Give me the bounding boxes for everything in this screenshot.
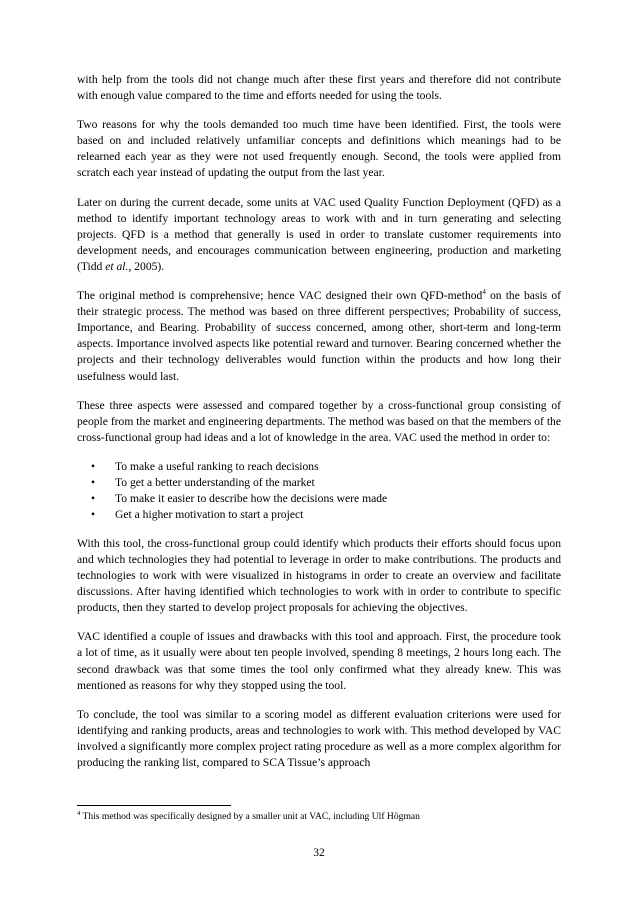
list-item: [77, 459, 561, 475]
list-item: [77, 491, 561, 507]
list-item-text: To make it easier to describe how the decisions were made: [115, 491, 388, 505]
footnote-text: This method was specifically designed by a smaller unit at VAC, including Ulf Högman: [80, 811, 420, 822]
bullet-list: [77, 459, 561, 523]
paragraph-3-text-b: , 2005).: [128, 259, 165, 273]
paragraph-7-text: VAC identified a couple of issues and drawbacks with this tool and approach. First, the procedure took a lot of time, as it usually were about ten people involved, spending 8 meetings, 2 hours long each. The second drawback was that some times the tool only confirmed what they already knew. This was mentioned as reasons for why they stopped using the tool.: [77, 630, 561, 692]
paragraph-4-text-a: The original method is comprehensive; hence VAC designed their own QFD-method: [77, 289, 483, 303]
bullet-icon: •: [91, 475, 96, 489]
list-item-text: To get a better understanding of the market: [115, 475, 315, 489]
bullet-icon: •: [91, 459, 96, 473]
paragraph-5: [77, 398, 561, 446]
bullet-icon: •: [91, 507, 96, 521]
paragraph-2: [77, 117, 561, 181]
paragraph-6-text: With this tool, the cross-functional group could identify which products their efforts should focus upon and which technologies they had potential to leverage in order to make contributions. The products and technologies to work with were visualized in histograms in order to create an overview and facilitate discussions. After having identified which technologies to work with in order to contribute to specific products, then they started to develop project proposals for achieving the objectives.: [77, 536, 561, 615]
list-item-text: To make a useful ranking to reach decisions: [115, 459, 319, 473]
paragraph-6: [77, 536, 561, 616]
paragraph-8: [77, 707, 561, 771]
footnote-reference[interactable]: 4: [482, 288, 486, 297]
paragraph-2-text: Two reasons for why the tools demanded too much time have been identified. First, the tools were based on and included relatively unfamiliar concepts and definitions which meanings had to be relearned each year as they were not used frequently enough. Second, the tools were applied from scratch each year instead of updating the output from the last year.: [77, 118, 561, 180]
footnote-number: 4: [77, 809, 81, 817]
paragraph-1: [77, 72, 561, 104]
bullet-icon: •: [91, 491, 96, 505]
footnote: [77, 811, 561, 823]
list-item: [77, 507, 561, 523]
paragraph-8-text: To conclude, the tool was similar to a scoring model as different evaluation criterions were used for identifying and ranking products, areas and technologies to work with. This method developed by VAC involved a significantly more complex project rating procedure as well as a more complex algorithm for producing the ranking list, compared to SCA Tissue’s approach: [77, 707, 561, 769]
list-item-text: Get a higher motivation to start a project: [115, 507, 304, 521]
paragraph-4: [77, 288, 561, 385]
paragraph-3-text-a: Later on during the current decade, some units at VAC used Quality Function Deployment (QFD) as a method to identify important technology areas to work with and in turn generating and selecting projects. QFD is a method that generally is used in order to translate customer requirements into development needs, and encourages communication between engineering, production and marketing (Tidd: [77, 195, 561, 273]
paragraph-4-text-b: on the basis of their strategic process. The method was based on three different perspectives; Probability of success, Importance, and Bearing. Probability of success concerned, among other, short-term and long-term aspects. Importance involved aspects like potential reward and turnover. Bearing concerned whether the projects and their technology deliverables would function within the products and how long their usefulness would last.: [77, 289, 561, 383]
paragraph-7: [77, 629, 561, 693]
paragraph-1-text: with help from the tools did not change much after these first years and therefore did not contribute with enough value compared to the time and efforts needed for using the tools.: [77, 73, 561, 103]
paragraph-3: [77, 195, 561, 275]
page-number: 32: [313, 846, 325, 859]
paragraph-5-text: These three aspects were assessed and compared together by a cross-functional group consisting of people from the market and engineering departments. The method was based on that the members of the cross-functional group had ideas and a lot of knowledge in the area. VAC used the method in order to:: [77, 398, 561, 444]
list-item: [77, 475, 561, 491]
citation-et-al: et al.: [105, 259, 129, 273]
document-body: [77, 72, 561, 784]
footnote-divider: [77, 805, 231, 806]
